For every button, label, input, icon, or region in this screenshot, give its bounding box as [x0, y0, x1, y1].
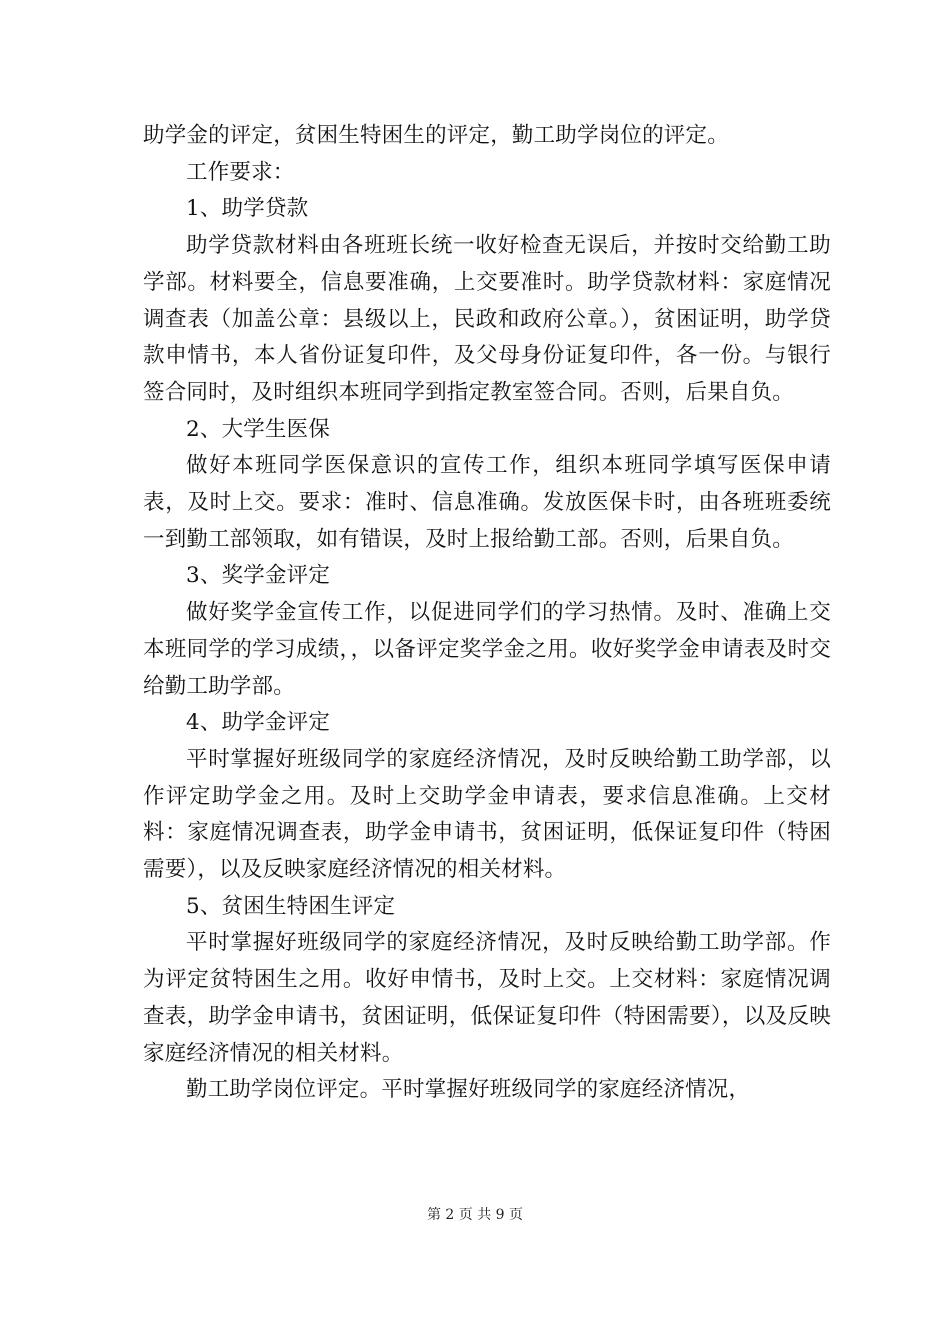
paragraph-intro-continuation: 助学金的评定，贫困生特困生的评定，勤工助学岗位的评定。	[143, 123, 729, 148]
paragraph-scholarship: 做好奖学金宣传工作，以促进同学们的学习热情。及时、准确上交本班同学的学习成绩，，以备评定奖学金之用。收好奖学金申请表及时交给勤工助学部。	[143, 600, 831, 699]
heading-poverty-assessment: 5、贫困生特困生评定	[186, 893, 396, 919]
paragraph-work-study: 勤工助学岗位评定。平时掌握好班级同学的家庭经济情况，	[186, 1077, 751, 1103]
paragraph-student-loan: 助学贷款材料由各班班长统一收好检查无误后，并按时交给勤工助学部。材料要全，信息要准确，上交要准时。助学贷款材料：家庭情况调查表（加盖公章：县级以上，民政和政府公章。），贫困证明，助学贷款申情书，本人省份证复印件，及父母身份证复印件，各一份。与银行签合同时，及时组织本班同学到指定教室签合同。否则，后果自负。	[143, 233, 831, 405]
heading-student-loan: 1、助学贷款	[186, 196, 309, 222]
heading-work-requirements: 工作要求：	[186, 159, 295, 185]
document-body	[143, 118, 831, 1109]
heading-scholarship: 3、奖学金评定	[186, 563, 331, 589]
heading-medical-insurance: 2、大学生医保	[186, 416, 331, 442]
paragraph-medical-insurance: 做好本班同学医保意识的宣传工作，组织本班同学填写医保申请表，及时上交。要求：准时、信息准确。发放医保卡时，由各班班委统一到勤工部领取，如有错误，及时上报给勤工部。否则，后果自负。	[143, 453, 831, 552]
paragraph-grant: 平时掌握好班级同学的家庭经济情况，及时反映给勤工助学部，以作评定助学金之用。及时上交助学金申请表，要求信息准确。上交材料：家庭情况调查表，助学金申请书，贫困证明，低保证复印件（特困需要），以及反映家庭经济情况的相关材料。	[143, 746, 831, 883]
paragraph-poverty-assessment: 平时掌握好班级同学的家庭经济情况，及时反映给勤工助学部。作为评定贫特困生之用。收好申情书，及时上交。上交材料：家庭情况调查表，助学金申请书，贫困证明，低保证复印件（特困需要），以及反映家庭经济情况的相关材料。	[143, 930, 831, 1066]
page-number-footer: 第 2 页 共 9 页	[426, 1207, 524, 1223]
heading-grant: 4、助学金评定	[186, 710, 331, 736]
